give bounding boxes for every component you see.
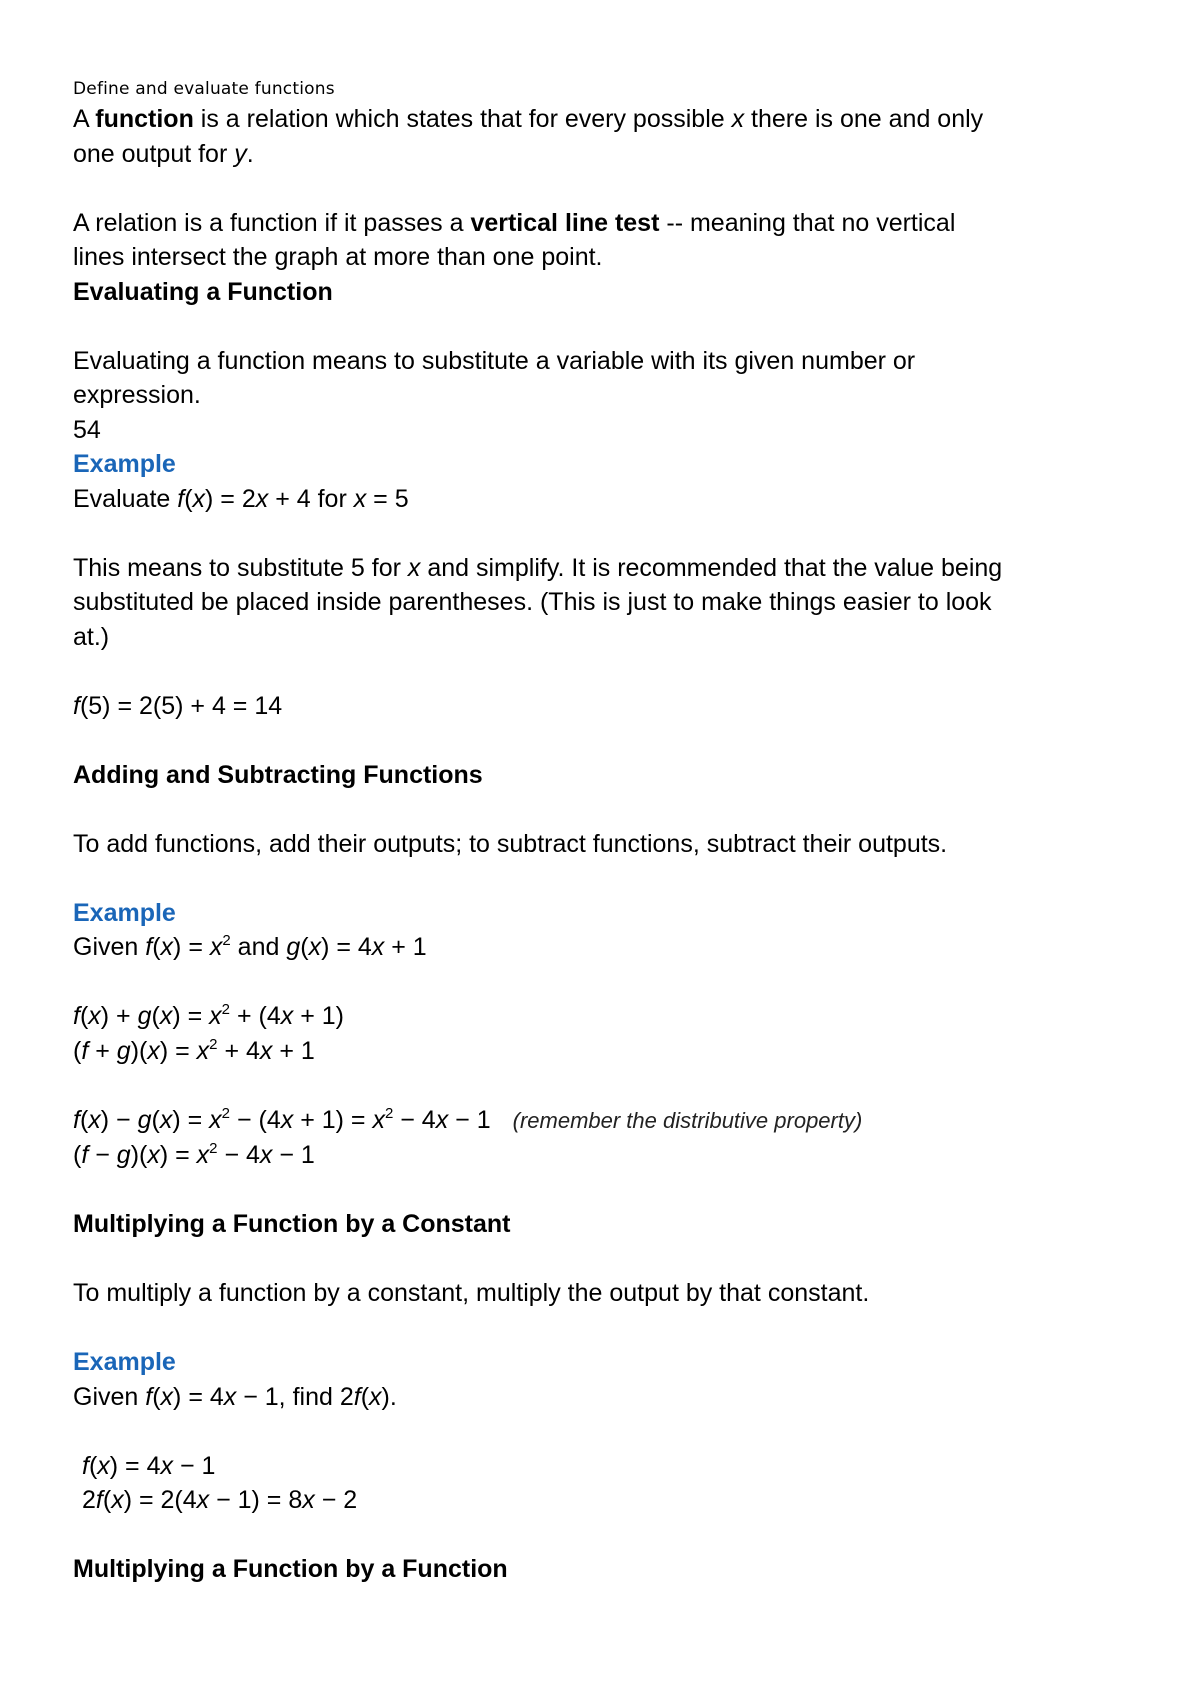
spacer — [73, 171, 1143, 206]
explain-line-2: substituted be placed inside parentheses. (This is just to make things easier to look — [73, 588, 992, 616]
constant-desc: To multiply a function by a constant, multiply the output by that constant. — [73, 1279, 870, 1307]
diff-line-2: $(f - g)(x) = x^2 - 4x - 1$ — [73, 1140, 315, 1169]
sum-line-2: $(f + g)(x) = x^2 + 4x + 1$ — [73, 1035, 315, 1065]
diff-line-1: $f(x) - g(x) = x^2 - (4x + 1) = x^2 - 4x - 1$ (remember the distributive property) — [73, 1104, 863, 1134]
spacer — [73, 516, 1143, 551]
heading-adding-subtracting: Adding and Subtracting Functions — [73, 760, 483, 789]
sum-line-1: $f(x) + g(x) = x^2 + (4x + 1)$ — [73, 1001, 344, 1030]
example-label: Example — [73, 450, 176, 478]
heading-evaluating: Evaluating a Function — [73, 277, 333, 306]
distributive-note: (remember the distributive property) — [512, 1107, 863, 1133]
spacer — [73, 309, 1143, 344]
adding-given: Given $f(x) = x^2$ and g(x) = 4x + 1 — [73, 932, 427, 961]
evaluate-example: Evaluate f(x) = 2x + 4 for x = 5 — [73, 484, 409, 513]
heading-multiply-function: Multiplying a Function by a Function — [73, 1555, 508, 1583]
evaluate-result: f(5) = 2(5) + 4 = 14 — [73, 691, 283, 720]
spacer — [73, 965, 1143, 1000]
adding-desc: To add functions, add their outputs; to subtract functions, subtract their outputs. — [73, 829, 948, 858]
spacer — [73, 1242, 1143, 1277]
spacer — [73, 1173, 1143, 1208]
explain-line-3: at.) — [73, 622, 110, 651]
intro-line-1: A function is a relation which states that for every possible x there is one and only — [73, 105, 984, 133]
constant-step-2: 2f(x) = 2(4x − 1) = 8x − 2 — [82, 1486, 358, 1514]
page-number: 54 — [73, 415, 101, 444]
explain-line-1: This means to substitute 5 for x and simplify. It is recommended that the value being — [73, 553, 1003, 582]
term-vertical-line-test: vertical line test — [470, 208, 660, 237]
intro-line-3: A relation is a function if it passes a vertical line test -- meaning that no vertical — [73, 208, 956, 237]
spacer — [73, 1068, 1143, 1103]
spacer — [73, 792, 1143, 827]
term-function: function — [95, 105, 194, 133]
intro-line-2: one output for y. — [73, 139, 254, 168]
spacer — [73, 1311, 1143, 1346]
evaluating-desc-2: expression. — [73, 381, 201, 409]
page-header: Define and evaluate functions — [73, 79, 335, 99]
intro-line-4: lines intersect the graph at more than one point. — [73, 243, 603, 271]
spacer — [73, 654, 1143, 689]
evaluating-desc-1: Evaluating a function means to substitute a variable with its given number or — [73, 346, 916, 375]
spacer — [73, 723, 1143, 758]
example-label: Example — [73, 1348, 176, 1376]
spacer — [73, 861, 1143, 896]
example-label: Example — [73, 898, 176, 927]
spacer — [73, 1414, 1143, 1449]
constant-given: Given f(x) = 4x − 1, find 2f(x). — [73, 1382, 397, 1411]
spacer — [73, 1518, 1143, 1553]
heading-multiply-constant: Multiplying a Function by a Constant — [73, 1210, 511, 1238]
document-body — [73, 76, 1143, 1587]
constant-step-1: f(x) = 4x − 1 — [82, 1451, 216, 1480]
